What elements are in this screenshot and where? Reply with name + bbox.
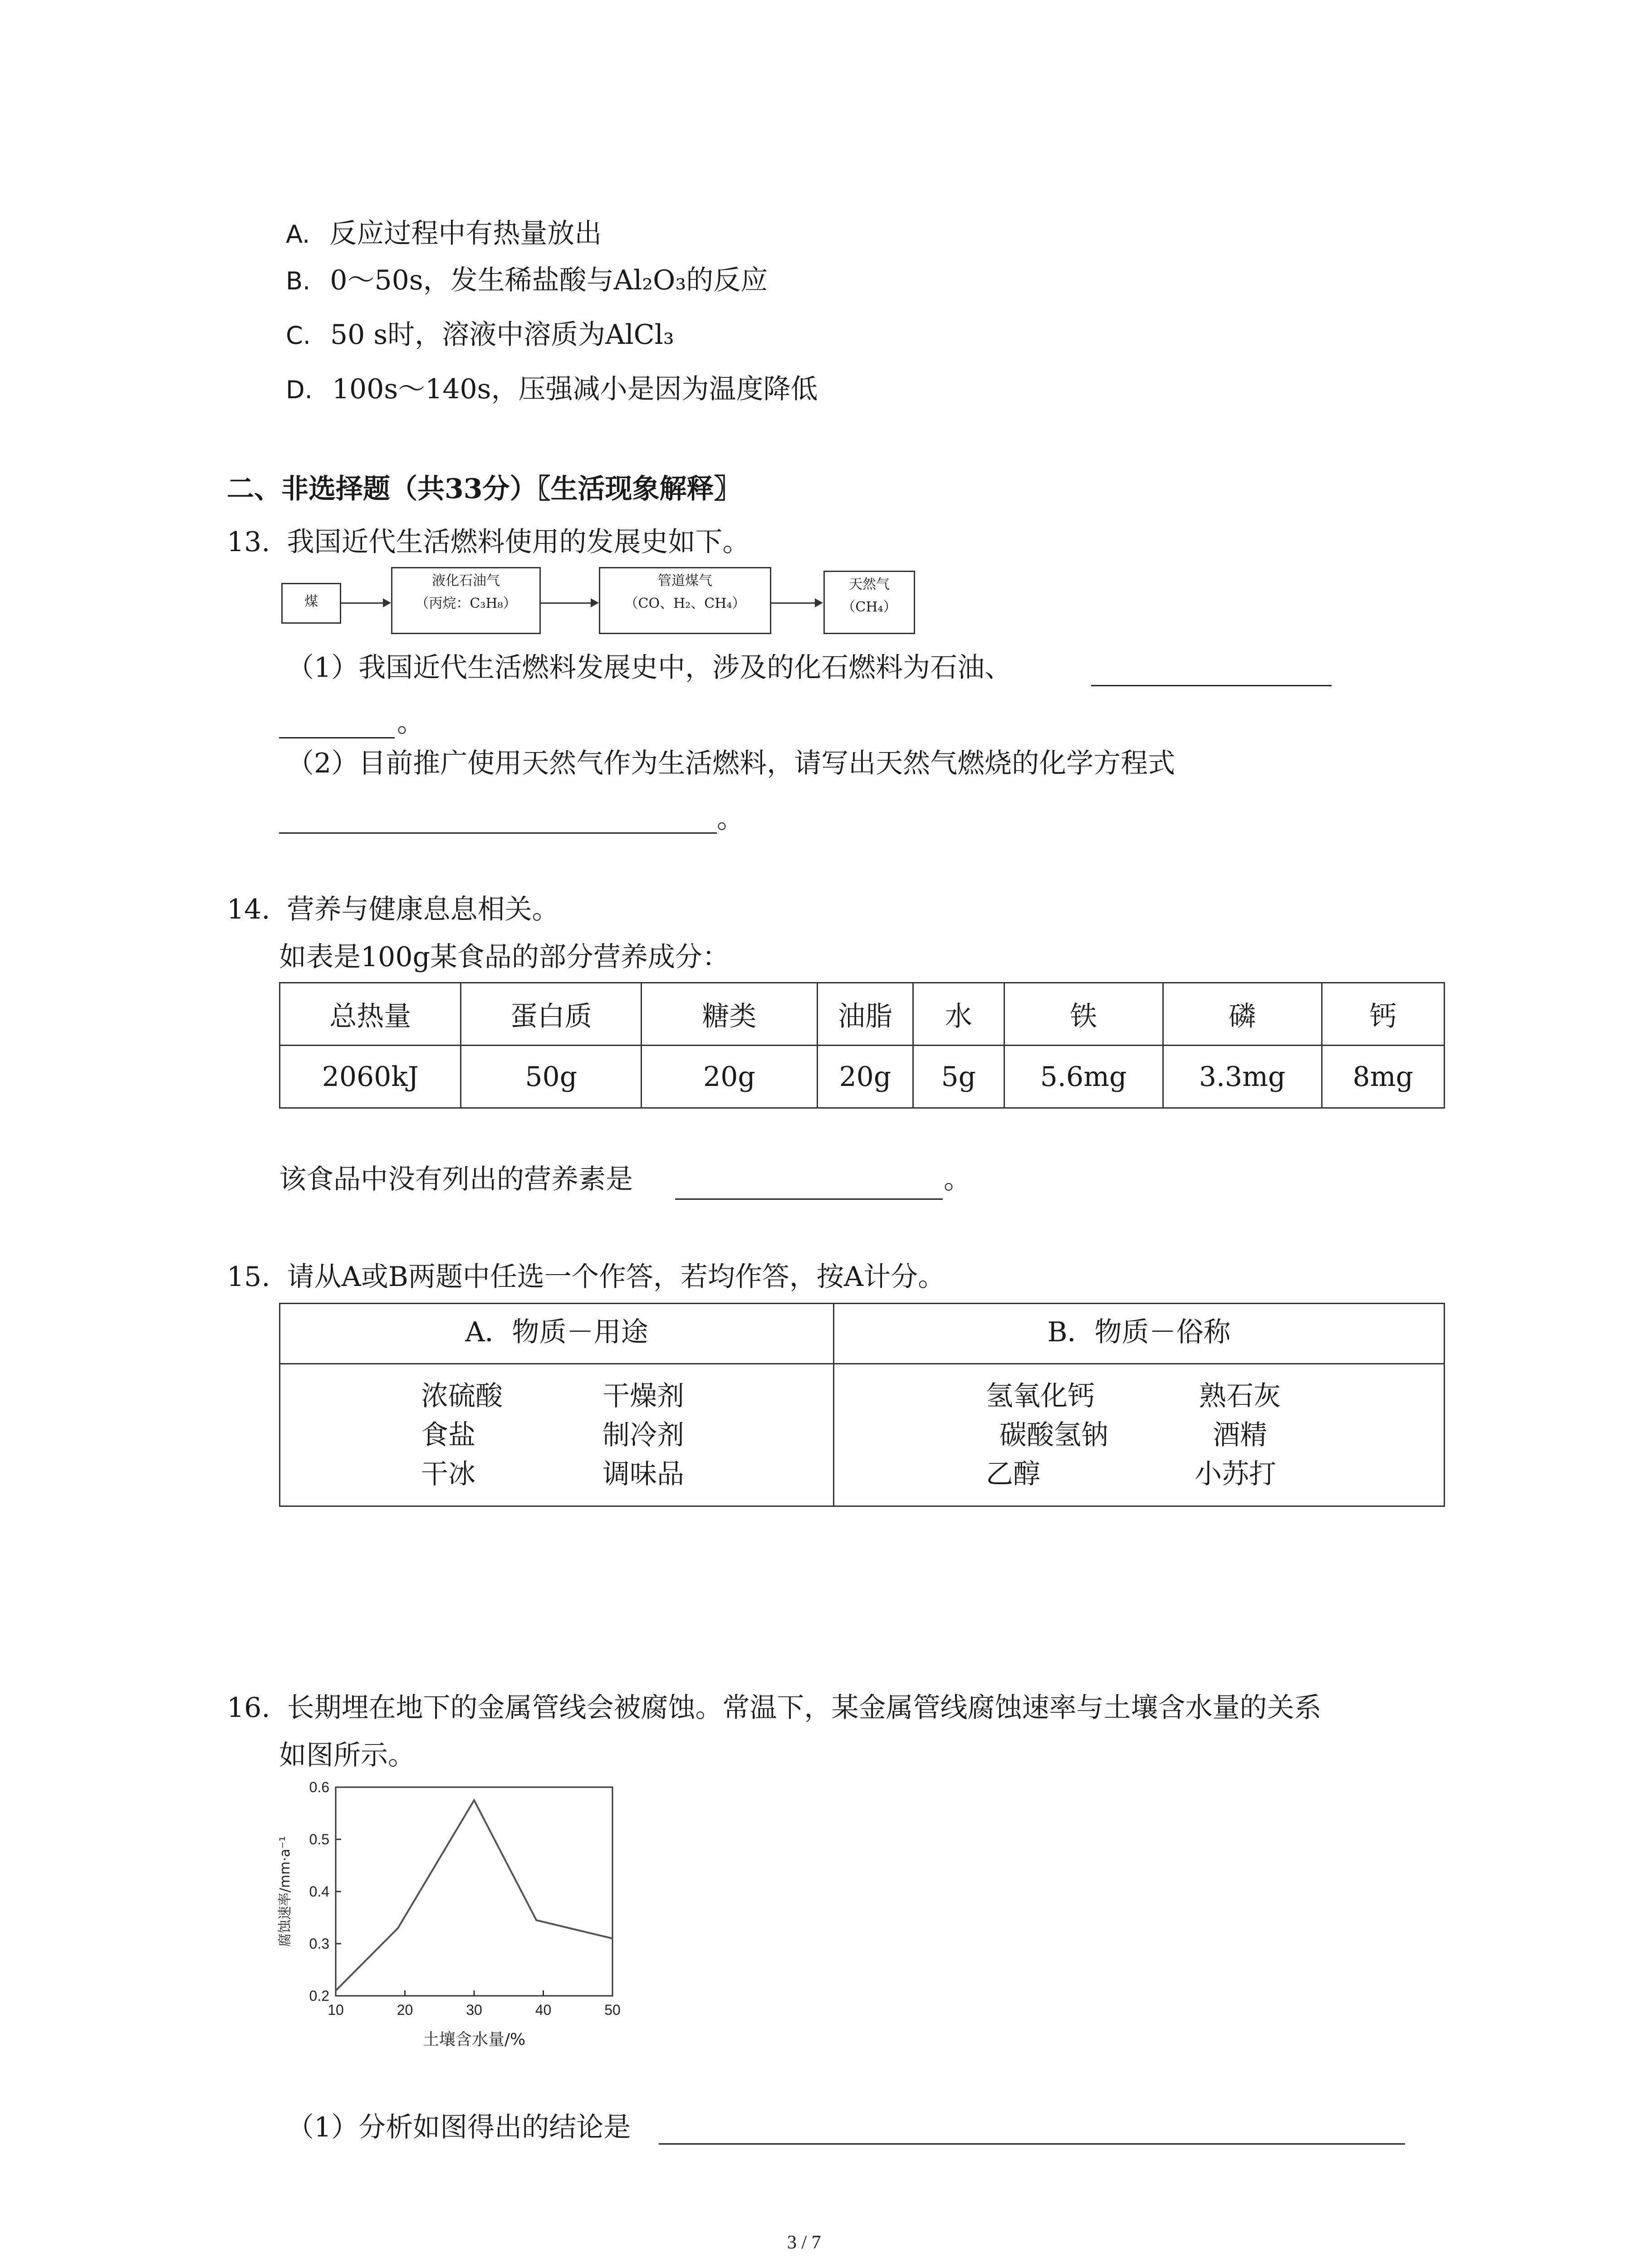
choice-b-substance: 碳酸氢钠 — [999, 1419, 1108, 1451]
page-number: 3 / 7 — [787, 2232, 821, 2253]
x-tick-label: 50 — [604, 2002, 621, 2018]
nutrition-header: 糖类 — [642, 983, 818, 1046]
choice-b-row — [986, 1455, 1394, 1494]
nutrition-value: 3.3mg — [1163, 1046, 1322, 1108]
flow-box-lpg-line1: 液化石油气 — [432, 573, 500, 589]
option-a — [286, 215, 602, 253]
flow-box-natural-gas-line2: （CH₄） — [842, 599, 897, 615]
q16-number: 16. — [227, 1692, 270, 1724]
option-b-label: B. — [286, 267, 311, 295]
choice-a-pairs — [421, 1377, 739, 1494]
choice-b-pairs — [986, 1377, 1394, 1494]
data-point — [536, 1920, 537, 1921]
q14-stem-text: 营养与健康息息相关。 — [287, 894, 559, 925]
nutrition-header: 铁 — [1004, 983, 1163, 1046]
choice-table-divider-h — [280, 1363, 1444, 1364]
flow-box-coal-label: 煤 — [304, 594, 318, 610]
q13-sub2-end: 。 — [717, 803, 744, 835]
flow-box-town-gas-line1: 管道煤气 — [658, 573, 712, 589]
q13-sub2: （2）目前推广使用天然气作为生活燃料，请写出天然气燃烧的化学方程式 — [287, 748, 1176, 779]
q16-stem-line2: 如图所示。 — [279, 1740, 415, 1771]
nutrition-header: 总热量 — [280, 983, 461, 1046]
nutrition-header: 水 — [913, 983, 1004, 1046]
option-c — [286, 317, 674, 354]
data-point — [612, 1938, 613, 1939]
flow-box-town-gas-line2: （CO、H₂、CH₄） — [624, 596, 746, 611]
q16-stem-text: 长期埋在地下的金属管线会被腐蚀。常温下，某金属管线腐蚀速率与土壤含水量的关系 — [287, 1692, 1322, 1724]
y-tick-label: 0.5 — [309, 1831, 329, 1848]
flow-arrow-2 — [541, 602, 597, 604]
nutrition-header-row — [280, 983, 1445, 1046]
q13-sub1-end: 。 — [397, 707, 424, 738]
x-tick-label: 10 — [328, 2002, 344, 2018]
option-c-label: C. — [286, 321, 311, 350]
choice-b-row — [986, 1416, 1394, 1455]
y-tick-label: 0.3 — [309, 1936, 329, 1952]
section-heading: 二、非选择题（共33分）〖生活现象解释〗 — [227, 473, 741, 505]
q16-stem-line1 — [227, 1690, 1322, 1726]
q13-number: 13. — [227, 526, 270, 558]
choice-b-header: B．物质－俗称 — [1047, 1316, 1231, 1348]
flow-box-natural-gas-line1: 天然气 — [849, 577, 890, 592]
choice-a-substance: 干冰 — [421, 1458, 475, 1490]
choice-a-row — [421, 1455, 739, 1494]
choice-b-substance: 乙醇 — [986, 1458, 1040, 1490]
choice-b-row — [986, 1377, 1394, 1416]
nutrition-value: 20g — [817, 1046, 913, 1108]
nutrition-table — [279, 982, 1445, 1109]
choice-a-row — [421, 1416, 739, 1455]
flow-arrow-3 — [771, 602, 821, 604]
choice-a-substance: 浓硫酸 — [421, 1380, 503, 1412]
q14-blank[interactable] — [675, 1198, 943, 1200]
choice-a-use: 调味品 — [603, 1458, 684, 1490]
choice-a-header: A．物质－用途 — [465, 1316, 648, 1348]
nutrition-value: 2060kJ — [280, 1046, 461, 1108]
option-d-text: 100s～140s，压强减小是因为温度降低 — [332, 373, 818, 405]
nutrition-value: 20g — [642, 1046, 818, 1108]
nutrition-value: 5.6mg — [1004, 1046, 1163, 1108]
flow-box-lpg — [391, 567, 541, 634]
flow-box-lpg-line2: （丙烷：C₃H₈） — [415, 596, 517, 611]
option-a-label: A. — [286, 220, 310, 249]
q13-stem — [227, 524, 750, 560]
x-tick-label: 30 — [466, 2002, 482, 2018]
nutrition-value: 5g — [913, 1046, 1004, 1108]
choice-b-common-name: 酒精 — [1213, 1419, 1267, 1451]
q15-stem — [227, 1259, 945, 1295]
option-d — [286, 371, 818, 408]
q13-blank-1b[interactable] — [279, 737, 395, 738]
corrosion-chart — [268, 1778, 631, 2068]
nutrition-header: 油脂 — [817, 983, 913, 1046]
q14-question-end: 。 — [944, 1163, 971, 1195]
choice-a-substance: 食盐 — [421, 1419, 475, 1451]
corrosion-rate-line — [336, 1800, 612, 1991]
q13-stem-text: 我国近代生活燃料使用的发展史如下。 — [287, 526, 750, 558]
x-axis-label: 土壤含水量/% — [422, 2030, 526, 2049]
choice-b-common-name: 小苏打 — [1195, 1458, 1276, 1490]
option-c-text: 50 s时，溶液中溶质为AlCl₃ — [330, 319, 674, 351]
q16-blank[interactable] — [659, 2143, 1405, 2145]
flow-arrow-1 — [341, 602, 389, 604]
q14-number: 14. — [227, 894, 270, 925]
q14-intro: 如表是100g某食品的部分营养成分： — [279, 941, 730, 973]
flow-box-natural-gas — [823, 571, 915, 634]
flow-box-town-gas — [599, 567, 771, 634]
y-tick-label: 0.4 — [309, 1883, 329, 1900]
x-tick-label: 40 — [535, 2002, 552, 2018]
x-tick-label: 20 — [397, 2002, 413, 2018]
choice-a-row — [421, 1377, 739, 1416]
nutrition-header: 磷 — [1163, 983, 1322, 1046]
nutrition-value-row — [280, 1046, 1445, 1108]
nutrition-value: 50g — [461, 1046, 642, 1108]
nutrition-header: 钙 — [1322, 983, 1444, 1046]
q15-stem-text: 请从A或B两题中任选一个作答，若均作答，按A计分。 — [287, 1261, 945, 1293]
q14-stem — [227, 891, 559, 928]
choice-a-use: 干燥剂 — [603, 1380, 684, 1412]
choice-a-use: 制冷剂 — [603, 1419, 684, 1451]
option-a-text: 反应过程中有热量放出 — [329, 218, 602, 249]
y-tick-label: 0.6 — [309, 1779, 329, 1795]
y-tick-label: 0.2 — [309, 1988, 329, 2004]
q13-blank-1a[interactable] — [1091, 685, 1332, 686]
option-b — [286, 262, 768, 299]
choice-b-common-name: 熟石灰 — [1199, 1380, 1281, 1412]
plot-frame — [336, 1787, 612, 1996]
q16-sub1: （1）分析如图得出的结论是 — [287, 2112, 631, 2143]
flow-box-coal — [281, 583, 341, 624]
q13-blank-2[interactable] — [279, 832, 717, 834]
q13-sub1: （1）我国近代生活燃料发展史中，涉及的化石燃料为石油、 — [287, 652, 1012, 684]
y-axis-label: 腐蚀速率/mm·a⁻¹ — [277, 1836, 293, 1947]
option-b-text: 0～50s，发生稀盐酸与Al₂O₃的反应 — [330, 264, 768, 296]
nutrition-header: 蛋白质 — [461, 983, 642, 1046]
nutrition-value: 8mg — [1322, 1046, 1444, 1108]
choice-b-substance: 氢氧化钙 — [986, 1380, 1095, 1412]
choice-table — [279, 1303, 1445, 1507]
q14-question: 该食品中没有列出的营养素是 — [279, 1163, 633, 1195]
option-d-label: D. — [286, 376, 313, 404]
q15-number: 15. — [227, 1261, 270, 1293]
